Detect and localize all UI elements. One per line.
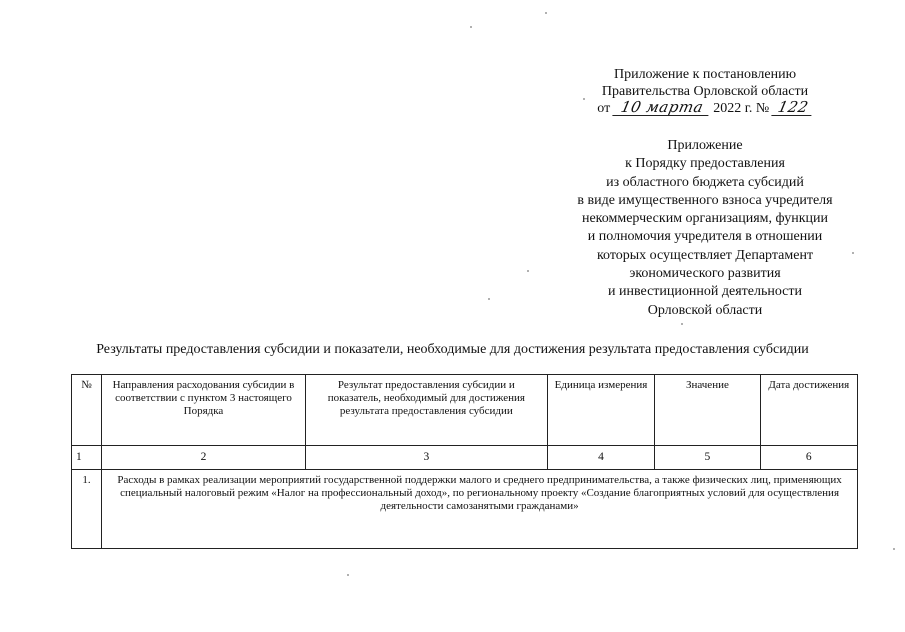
appendix-line: к Порядку предоставления (625, 156, 785, 172)
column-number: 5 (655, 446, 760, 470)
appendix-line: и полномочия учредителя в отношении (587, 229, 823, 245)
column-number: 2 (102, 446, 306, 470)
table-row (72, 470, 858, 549)
appendix-line: Приложение (667, 138, 743, 153)
appendix-line: Орловской области (647, 302, 763, 318)
appendix-header (555, 137, 855, 320)
header-cell-directions: Направления расходования субсидии в соответствии с пунктом 3 настоящего Порядка (102, 375, 306, 446)
date-prefix: от (597, 101, 611, 116)
column-number: 6 (760, 446, 857, 470)
scan-speck (681, 323, 683, 325)
header-cell-result: Результат предоставления субсидии и показатель, необходимый для достижения результата предоставления субсидии (305, 375, 547, 446)
header-cell-unit: Единица измерения (547, 375, 654, 446)
column-number-row (72, 446, 858, 470)
header-date-line (560, 100, 850, 117)
scan-speck (852, 252, 854, 254)
appendix-line: которых осуществляет Департамент (596, 247, 814, 263)
column-number: 4 (547, 446, 654, 470)
row-number: 1. (72, 470, 102, 549)
header-line-2: Правительства Орловской области (601, 84, 809, 99)
handwritten-date: 10 марта (612, 100, 711, 116)
header-line-1: Приложение к постановлению (613, 67, 797, 82)
scan-speck (488, 298, 490, 300)
scan-speck (545, 12, 547, 14)
header-cell-value: Значение (655, 375, 760, 446)
column-number: 1 (72, 446, 102, 470)
column-number: 3 (305, 446, 547, 470)
scan-speck (470, 26, 472, 28)
appendix-line: в виде имущественного взноса учредителя (577, 192, 833, 208)
appendix-line: некоммерческим организациям, функции (581, 211, 829, 227)
appendix-line: и инвестиционной деятельности (608, 284, 802, 300)
scan-speck (527, 270, 529, 272)
year-text: 2022 г. № (713, 101, 770, 116)
handwritten-number: 122 (771, 100, 814, 116)
scan-speck (583, 98, 585, 100)
row-description: Расходы в рамках реализации мероприятий государственной поддержки малого и среднего предпринимательства, а также физических лиц, применяющих специальный налоговый режим «Налог на профессиональный доход», по региональному проекту «Создание благоприятных условий для осуществления деятельности самозанятыми гражданами» (102, 470, 858, 549)
header-cell-number: № (72, 375, 102, 446)
results-table (71, 374, 858, 549)
document-title: Результаты предоставления субсидии и показатели, необходимые для достижения результата предоставления субсидии (96, 342, 809, 357)
table-header-row (72, 375, 858, 446)
appendix-line: из областного бюджета субсидий (606, 174, 804, 190)
scan-speck (347, 574, 349, 576)
scan-speck (893, 548, 895, 550)
header-cell-date: Дата достижения (760, 375, 857, 446)
resolution-header (560, 66, 850, 117)
appendix-line: экономического развития (629, 266, 781, 282)
